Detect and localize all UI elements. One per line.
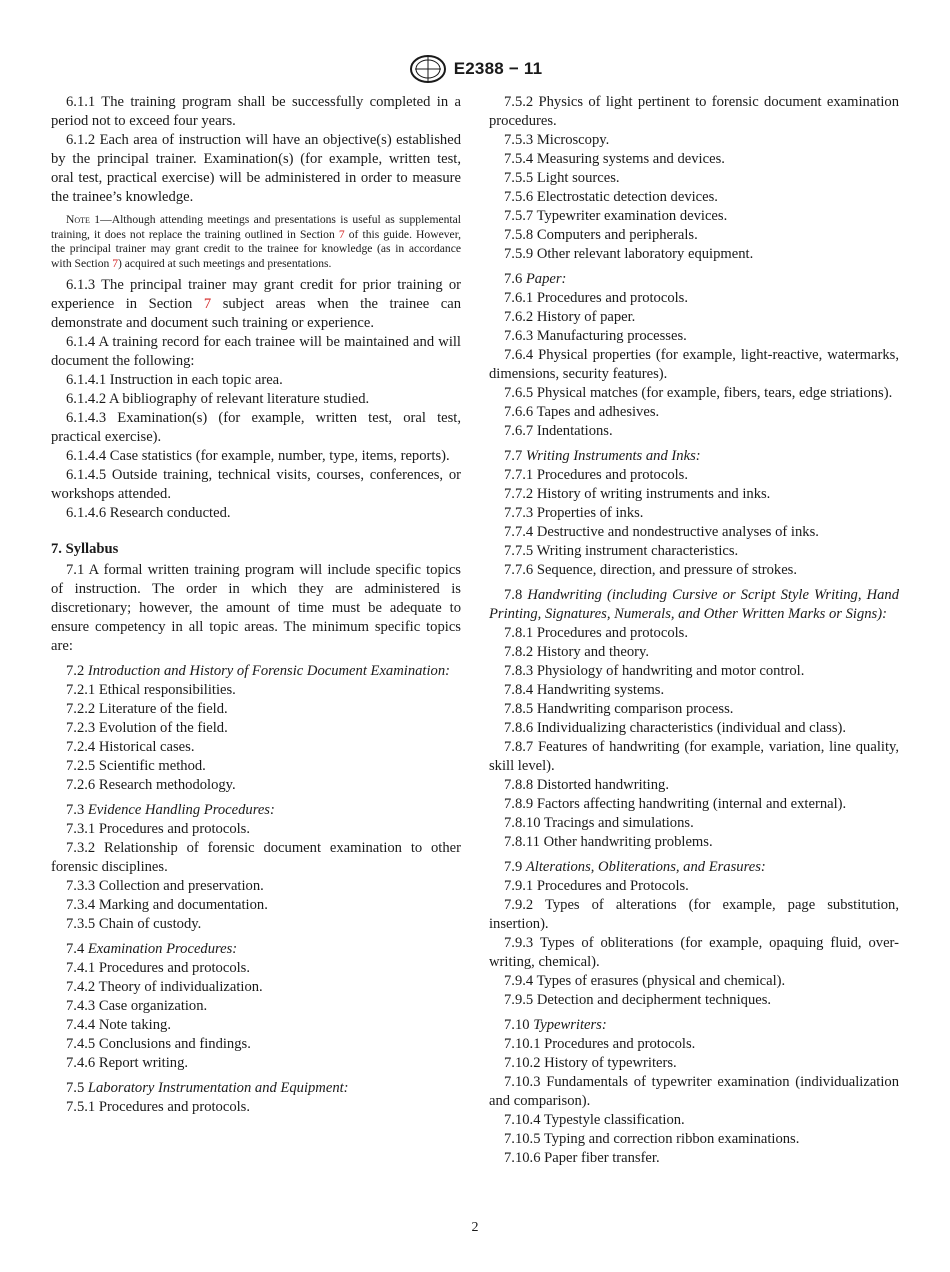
- paragraph: 6.1.2 Each area of instruction will have an objective(s) established by the principal trainer. Examination(s) (for example, written test, oral test, practical exercise) will be administered in order to measure the trainee’s knowledge.: [51, 132, 461, 205]
- list-item: 7.7.2 History of writing instruments and inks.: [504, 486, 771, 502]
- list-item: 7.8.6 Individualizing characteristics (individual and class).: [504, 720, 847, 736]
- paragraph: 6.1.1 The training program shall be successfully completed in a period not to exceed four years.: [51, 94, 461, 129]
- section-7-link[interactable]: 7: [338, 227, 345, 241]
- list-item: 7.6.5 Physical matches (for example, fibers, tears, edge striations).: [504, 385, 893, 401]
- paragraph: 6.1.4.1 Instruction in each topic area.: [66, 371, 283, 388]
- subsection-title: 7.4 Examination Procedures:: [66, 940, 238, 957]
- list-item: 7.5.8 Computers and peripherals.: [504, 227, 698, 243]
- page-number: 2: [471, 1220, 479, 1235]
- list-item: 7.4.4 Note taking.: [66, 1016, 171, 1033]
- subsection-title: 7.10 Typewriters:: [504, 1017, 607, 1033]
- document-id: E2388 − 11: [453, 59, 543, 78]
- list-item: 7.8.10 Tracings and simulations.: [504, 815, 694, 831]
- list-item: 7.9.5 Detection and decipherment techniques.: [504, 992, 772, 1008]
- list-item: 7.7.4 Destructive and nondestructive analyses of inks.: [504, 524, 819, 540]
- list-item: 7.2.2 Literature of the field.: [66, 700, 228, 717]
- list-item: 7.3.2 Relationship of forensic document examination to other forensic disciplines.: [51, 839, 461, 875]
- list-item: 7.4.6 Report writing.: [66, 1054, 189, 1071]
- paragraph: 6.1.4.3 Examination(s) (for example, written test, oral test, practical exercise).: [51, 409, 461, 445]
- list-item: 7.10.3 Fundamentals of typewriter examination (individualization and comparison).: [489, 1074, 899, 1109]
- paragraph: 6.1.3 The principal trainer may grant credit for prior training or experience in Section 7 subject areas when the trainee can demonstrate and document such training or experience.: [51, 276, 462, 331]
- list-item: 7.3.1 Procedures and protocols.: [66, 820, 251, 837]
- list-item: 7.6.7 Indentations.: [504, 423, 613, 439]
- subsection-title: 7.5 Laboratory Instrumentation and Equipment:: [66, 1079, 349, 1096]
- paragraph: 6.1.4.2 A bibliography of relevant literature studied.: [66, 390, 370, 407]
- list-item: 7.7.1 Procedures and protocols.: [504, 467, 689, 483]
- subsection-title: 7.7 Writing Instruments and Inks:: [504, 448, 701, 464]
- list-item: 7.2.6 Research methodology.: [66, 776, 236, 793]
- subsection-title: 7.6 Paper:: [504, 271, 567, 287]
- list-item: 7.4.3 Case organization.: [66, 997, 208, 1014]
- list-item: 7.6.4 Physical properties (for example, light-reactive, watermarks, dimensions, security features).: [489, 347, 899, 382]
- list-item: 7.8.7 Features of handwriting (for example, variation, line quality, skill level).: [489, 739, 899, 774]
- list-item: 7.9.3 Types of obliterations (for example, opaquing fluid, over-writing, chemical).: [489, 935, 899, 970]
- list-item: 7.10.6 Paper fiber transfer.: [504, 1150, 660, 1166]
- list-item: 7.9.2 Types of alterations (for example, page substitution, insertion).: [489, 897, 899, 932]
- list-item: 7.4.2 Theory of individualization.: [66, 978, 263, 995]
- list-item: 7.5.6 Electrostatic detection devices.: [504, 189, 718, 205]
- list-item: 7.4.1 Procedures and protocols.: [66, 959, 251, 976]
- right-column: [489, 93, 899, 1168]
- list-item: 7.8.11 Other handwriting problems.: [504, 834, 713, 850]
- list-item: 7.6.3 Manufacturing processes.: [504, 328, 687, 344]
- paragraph: 6.1.4.6 Research conducted.: [66, 504, 231, 521]
- list-item: 7.3.3 Collection and preservation.: [66, 877, 264, 894]
- note-1: Note 1—Although attending meetings and presentations is useful as supplemental training, it does not replace the training outlined in Section 7 of this guide. However, the principal trainer may grant credit to the trainee for knowledge (as in accordance with Section 7) acquired at such meetings and presentations.: [51, 213, 461, 271]
- list-item: 7.10.4 Typestyle classification.: [504, 1112, 685, 1128]
- list-item: 7.8.4 Handwriting systems.: [504, 682, 665, 698]
- subsection-title: 7.9 Alterations, Obliterations, and Erasures:: [504, 859, 766, 875]
- list-item: 7.2.1 Ethical responsibilities.: [66, 681, 236, 698]
- paragraph: 7.1 A formal written training program will include specific topics of instruction. The order in which they are administered is discretionary; however, the amount of time must be adequate to ensure competency in all topic areas. The minimum specific topics are:: [51, 561, 461, 654]
- list-item: 7.8.8 Distorted handwriting.: [504, 777, 669, 793]
- paragraph: 6.1.4.4 Case statistics (for example, number, type, items, reports).: [66, 447, 450, 464]
- list-item: 7.4.5 Conclusions and findings.: [66, 1035, 251, 1052]
- left-column: [51, 93, 461, 1117]
- page-header: [0, 54, 950, 84]
- astm-logo-icon: [408, 54, 448, 84]
- list-item: 7.7.5 Writing instrument characteristics.: [504, 543, 739, 559]
- list-item: 7.10.1 Procedures and protocols.: [504, 1036, 696, 1052]
- list-item: 7.5.9 Other relevant laboratory equipment.: [504, 246, 754, 262]
- list-item: 7.2.5 Scientific method.: [66, 757, 206, 774]
- list-item: 7.9.4 Types of erasures (physical and chemical).: [504, 973, 786, 989]
- note-label: Note 1: [66, 213, 101, 226]
- list-item: 7.3.4 Marking and documentation.: [66, 896, 268, 913]
- list-item: 7.8.1 Procedures and protocols.: [504, 625, 689, 641]
- list-item: 7.5.5 Light sources.: [504, 170, 620, 186]
- list-item: 7.5.3 Microscopy.: [504, 132, 610, 148]
- subsection-title: 7.2 Introduction and History of Forensic Document Examination:: [66, 662, 450, 679]
- subsection-title: 7.3 Evidence Handling Procedures:: [66, 801, 275, 818]
- list-item: 7.8.2 History and theory.: [504, 644, 649, 660]
- subsection-title: 7.8 Handwriting (including Cursive or Script Style Writing, Hand Printing, Signatures, Numerals, and Other Written Marks or Signs):: [489, 587, 900, 622]
- list-item: 7.6.2 History of paper.: [504, 309, 636, 325]
- list-item: 7.7.3 Properties of inks.: [504, 505, 644, 521]
- list-item: 7.3.5 Chain of custody.: [66, 915, 202, 932]
- paragraph: 6.1.4 A training record for each trainee will be maintained and will document the following:: [51, 333, 461, 369]
- list-item: 7.2.3 Evolution of the field.: [66, 719, 228, 736]
- section-heading: 7. Syllabus: [51, 540, 119, 557]
- list-item: 7.6.6 Tapes and adhesives.: [504, 404, 660, 420]
- paragraph: 6.1.4.5 Outside training, technical visits, courses, conferences, or workshops attended.: [51, 466, 461, 502]
- list-item: 7.5.7 Typewriter examination devices.: [504, 208, 728, 224]
- list-item: 7.5.4 Measuring systems and devices.: [504, 151, 725, 167]
- list-item: 7.8.9 Factors affecting handwriting (internal and external).: [504, 796, 847, 812]
- section-7-link[interactable]: 7: [203, 295, 212, 312]
- section-7-link[interactable]: 7: [112, 257, 118, 271]
- list-item: 7.8.3 Physiology of handwriting and motor control.: [504, 663, 805, 679]
- list-item: 7.10.5 Typing and correction ribbon examinations.: [504, 1131, 800, 1147]
- list-item: 7.5.2 Physics of light pertinent to forensic document examination procedures.: [489, 94, 899, 129]
- list-item: 7.2.4 Historical cases.: [66, 738, 195, 755]
- list-item: 7.10.2 History of typewriters.: [504, 1055, 677, 1071]
- list-item: 7.5.1 Procedures and protocols.: [66, 1098, 251, 1115]
- list-item: 7.7.6 Sequence, direction, and pressure of strokes.: [504, 562, 798, 578]
- list-item: 7.8.5 Handwriting comparison process.: [504, 701, 734, 717]
- list-item: 7.6.1 Procedures and protocols.: [504, 290, 689, 306]
- list-item: 7.9.1 Procedures and Protocols.: [504, 878, 689, 894]
